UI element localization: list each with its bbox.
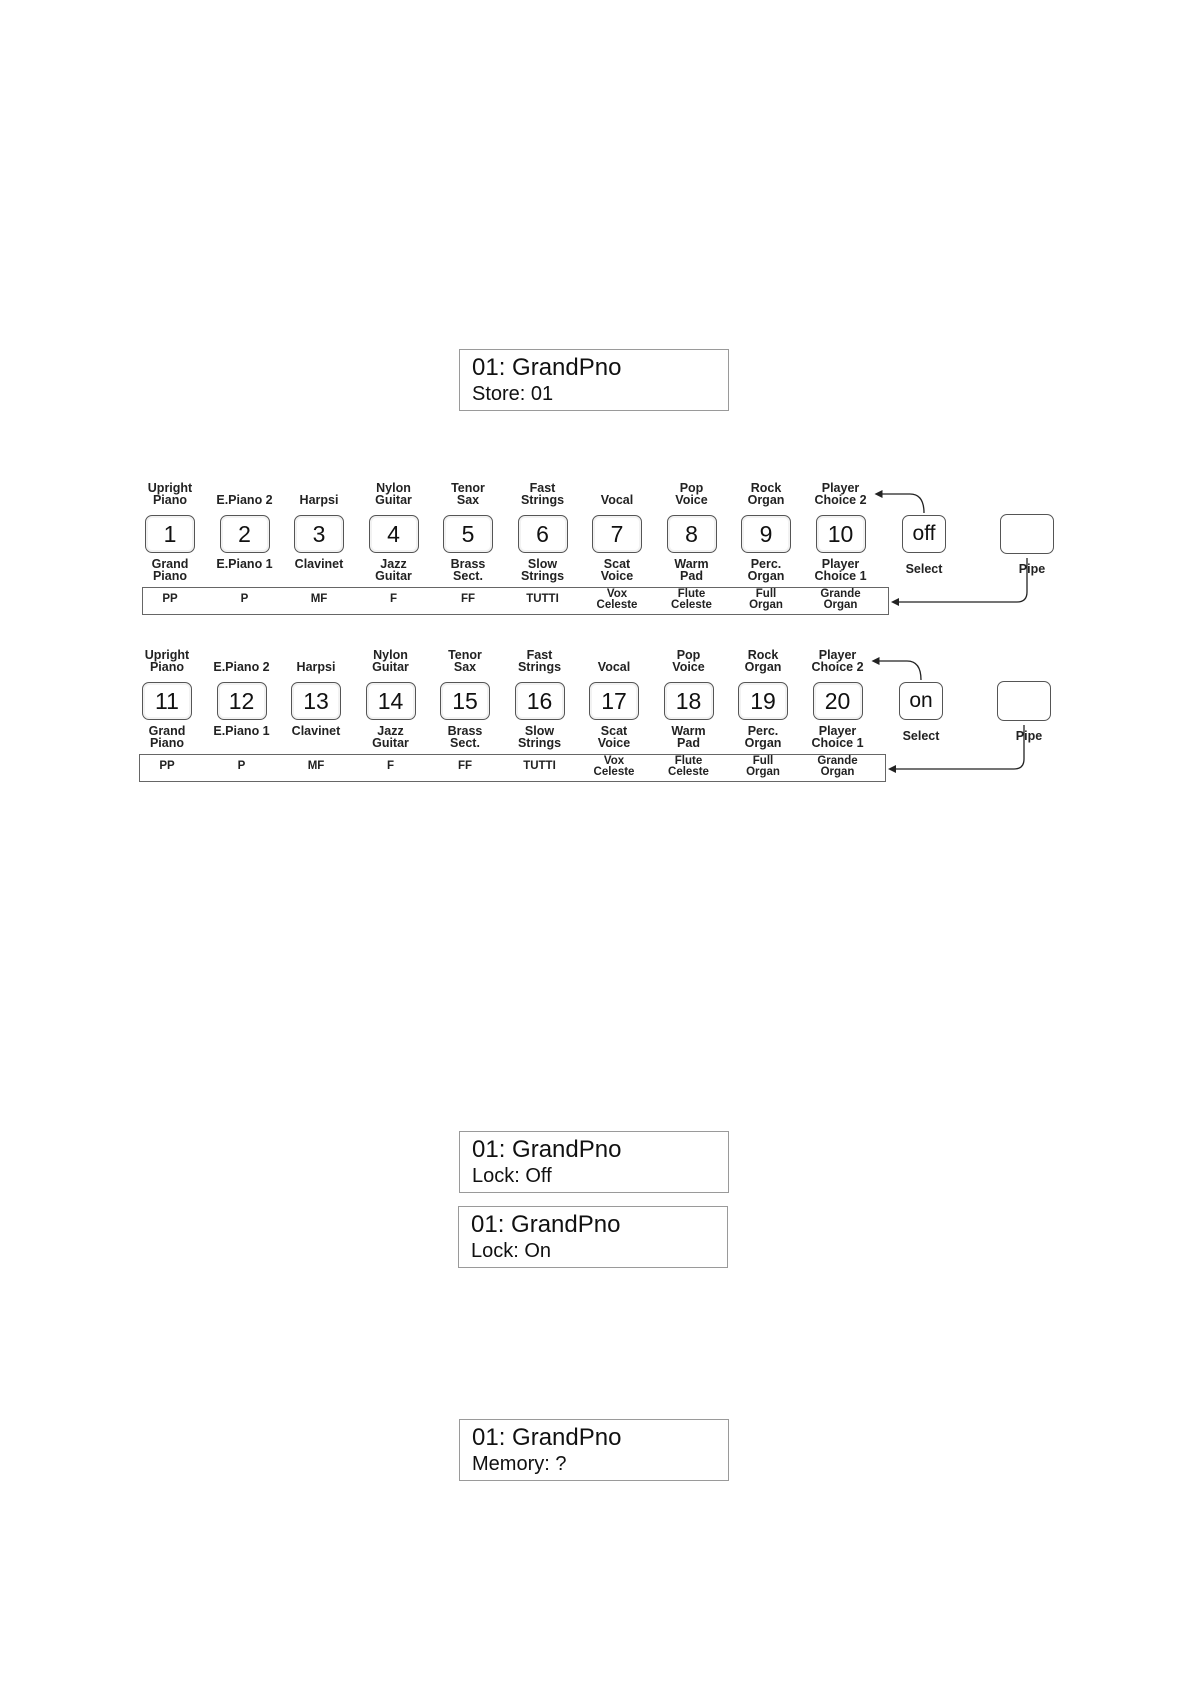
voice-bottom-label: Brass Sect. <box>450 557 486 583</box>
voice-bottom-label: Perc. Organ <box>744 724 782 750</box>
select-button[interactable]: off <box>902 515 946 553</box>
voice-bottom-label: Slow Strings <box>520 557 565 583</box>
voice-bottom-label: Scat Voice <box>597 724 631 750</box>
voice-button-7[interactable]: 7 <box>592 515 642 553</box>
voice-button-6[interactable]: 6 <box>518 515 568 553</box>
voice-button-13[interactable]: 13 <box>291 682 341 720</box>
voice-bottom-label: Warm Pad <box>674 557 709 583</box>
select-arrow-line <box>881 494 925 513</box>
lcd-line-2: Lock: Off <box>472 1165 552 1187</box>
voice-bottom-label: Player Choice 1 <box>811 724 864 750</box>
button-panel-2 <box>0 637 1191 957</box>
voice-top-label: E.Piano 2 <box>216 493 273 507</box>
voice-top-label: Tenor Sax <box>448 648 482 674</box>
voice-bottom-label: E.Piano 1 <box>213 724 270 738</box>
dynamics-label: F <box>386 760 395 772</box>
select-arrow-head <box>872 657 880 665</box>
voice-bottom-label: Grand Piano <box>148 724 186 750</box>
lcd-line-2: Store: 01 <box>472 383 554 405</box>
voice-button-14[interactable]: 14 <box>366 682 416 720</box>
voice-bottom-label: Jazz Guitar <box>372 724 409 750</box>
dynamics-label: Flute Celeste <box>671 588 712 611</box>
dynamics-label: MF <box>310 593 328 605</box>
lcd-display-lock-off <box>459 1131 729 1193</box>
select-button[interactable]: on <box>899 682 943 720</box>
dynamics-label: Vox Celeste <box>593 755 635 778</box>
pipe-arrow-line <box>894 725 1024 769</box>
lcd-display-memory <box>459 1419 729 1481</box>
voice-top-label: Player Choice 2 <box>811 648 864 674</box>
voice-button-4[interactable]: 4 <box>369 515 419 553</box>
voice-top-label: Fast Strings <box>517 648 562 674</box>
pipe-arrow-head <box>888 765 896 773</box>
voice-top-label: Harpsi <box>299 493 339 507</box>
voice-button-17[interactable]: 17 <box>589 682 639 720</box>
lcd-line-1: 01: GrandPno <box>471 1211 621 1238</box>
dynamics-label: F <box>389 593 398 605</box>
voice-top-label: E.Piano 2 <box>213 660 270 674</box>
dynamics-label: Grande Organ <box>817 755 858 778</box>
pipe-arrow-line <box>897 558 1027 602</box>
voice-top-label: Player Choice 2 <box>814 481 867 507</box>
voice-top-label: Upright Piano <box>144 648 190 674</box>
dynamics-label: TUTTI <box>526 593 559 605</box>
voice-button-5[interactable]: 5 <box>443 515 493 553</box>
voice-top-label: Rock Organ <box>747 481 785 507</box>
voice-bottom-label: Slow Strings <box>517 724 562 750</box>
voice-button-18[interactable]: 18 <box>664 682 714 720</box>
lcd-line-1: 01: GrandPno <box>472 354 622 381</box>
voice-button-10[interactable]: 10 <box>816 515 866 553</box>
dynamics-label: FF <box>457 760 473 772</box>
pipe-arrow-head <box>891 598 899 606</box>
voice-button-20[interactable]: 20 <box>813 682 863 720</box>
lcd-line-2: Memory: ? <box>472 1453 567 1475</box>
voice-top-label: Nylon Guitar <box>372 648 409 674</box>
lcd-line-2: Lock: On <box>471 1240 552 1262</box>
voice-top-label: Harpsi <box>296 660 336 674</box>
dynamics-label: PP <box>159 760 175 772</box>
select-arrow-line <box>878 661 922 680</box>
select-label: Select <box>905 562 943 576</box>
dynamics-label: Flute Celeste <box>668 755 709 778</box>
dynamics-label: P <box>240 593 249 605</box>
voice-button-19[interactable]: 19 <box>738 682 788 720</box>
voice-button-1[interactable]: 1 <box>145 515 195 553</box>
voice-bottom-label: E.Piano 1 <box>216 557 273 571</box>
voice-bottom-label: Jazz Guitar <box>375 557 412 583</box>
voice-bottom-label: Clavinet <box>291 724 341 738</box>
lcd-line-1: 01: GrandPno <box>472 1136 622 1163</box>
voice-bottom-label: Scat Voice <box>600 557 634 583</box>
voice-bottom-label: Grand Piano <box>151 557 189 583</box>
dynamics-label: P <box>237 760 246 772</box>
voice-top-label: Fast Strings <box>520 481 565 507</box>
voice-top-label: Pop Voice <box>672 648 705 674</box>
voice-button-16[interactable]: 16 <box>515 682 565 720</box>
select-label: Select <box>902 729 940 743</box>
dynamics-label: Grande Organ <box>820 588 861 611</box>
voice-button-9[interactable]: 9 <box>741 515 791 553</box>
voice-button-12[interactable]: 12 <box>217 682 267 720</box>
voice-top-label: Tenor Sax <box>451 481 485 507</box>
voice-top-label: Pop Voice <box>675 481 708 507</box>
voice-top-label: Upright Piano <box>147 481 193 507</box>
voice-top-label: Vocal <box>597 660 631 674</box>
select-arrow-head <box>875 490 883 498</box>
pipe-label: Pipe <box>1018 562 1046 576</box>
voice-top-label: Nylon Guitar <box>375 481 412 507</box>
dynamics-label: PP <box>162 593 178 605</box>
arrow-connectors <box>0 637 1191 837</box>
voice-button-11[interactable]: 11 <box>142 682 192 720</box>
voice-bottom-label: Brass Sect. <box>447 724 483 750</box>
dynamics-label: Full Organ <box>749 588 783 611</box>
lcd-line-1: 01: GrandPno <box>472 1424 622 1451</box>
voice-bottom-label: Player Choice 1 <box>814 557 867 583</box>
pipe-label: Pipe <box>1015 729 1043 743</box>
voice-button-8[interactable]: 8 <box>667 515 717 553</box>
lcd-display-store <box>459 349 729 411</box>
lcd-display-lock-on <box>458 1206 728 1268</box>
dynamics-label: Full Organ <box>746 755 780 778</box>
dynamics-label: MF <box>307 760 325 772</box>
voice-bottom-label: Perc. Organ <box>747 557 785 583</box>
voice-button-15[interactable]: 15 <box>440 682 490 720</box>
dynamics-label: FF <box>460 593 476 605</box>
voice-bottom-label: Clavinet <box>294 557 344 571</box>
voice-top-label: Vocal <box>600 493 634 507</box>
dynamics-label: Vox Celeste <box>596 588 638 611</box>
dynamics-label: TUTTI <box>523 760 556 772</box>
voice-button-2[interactable]: 2 <box>220 515 270 553</box>
voice-bottom-label: Warm Pad <box>671 724 706 750</box>
voice-button-3[interactable]: 3 <box>294 515 344 553</box>
voice-top-label: Rock Organ <box>744 648 782 674</box>
